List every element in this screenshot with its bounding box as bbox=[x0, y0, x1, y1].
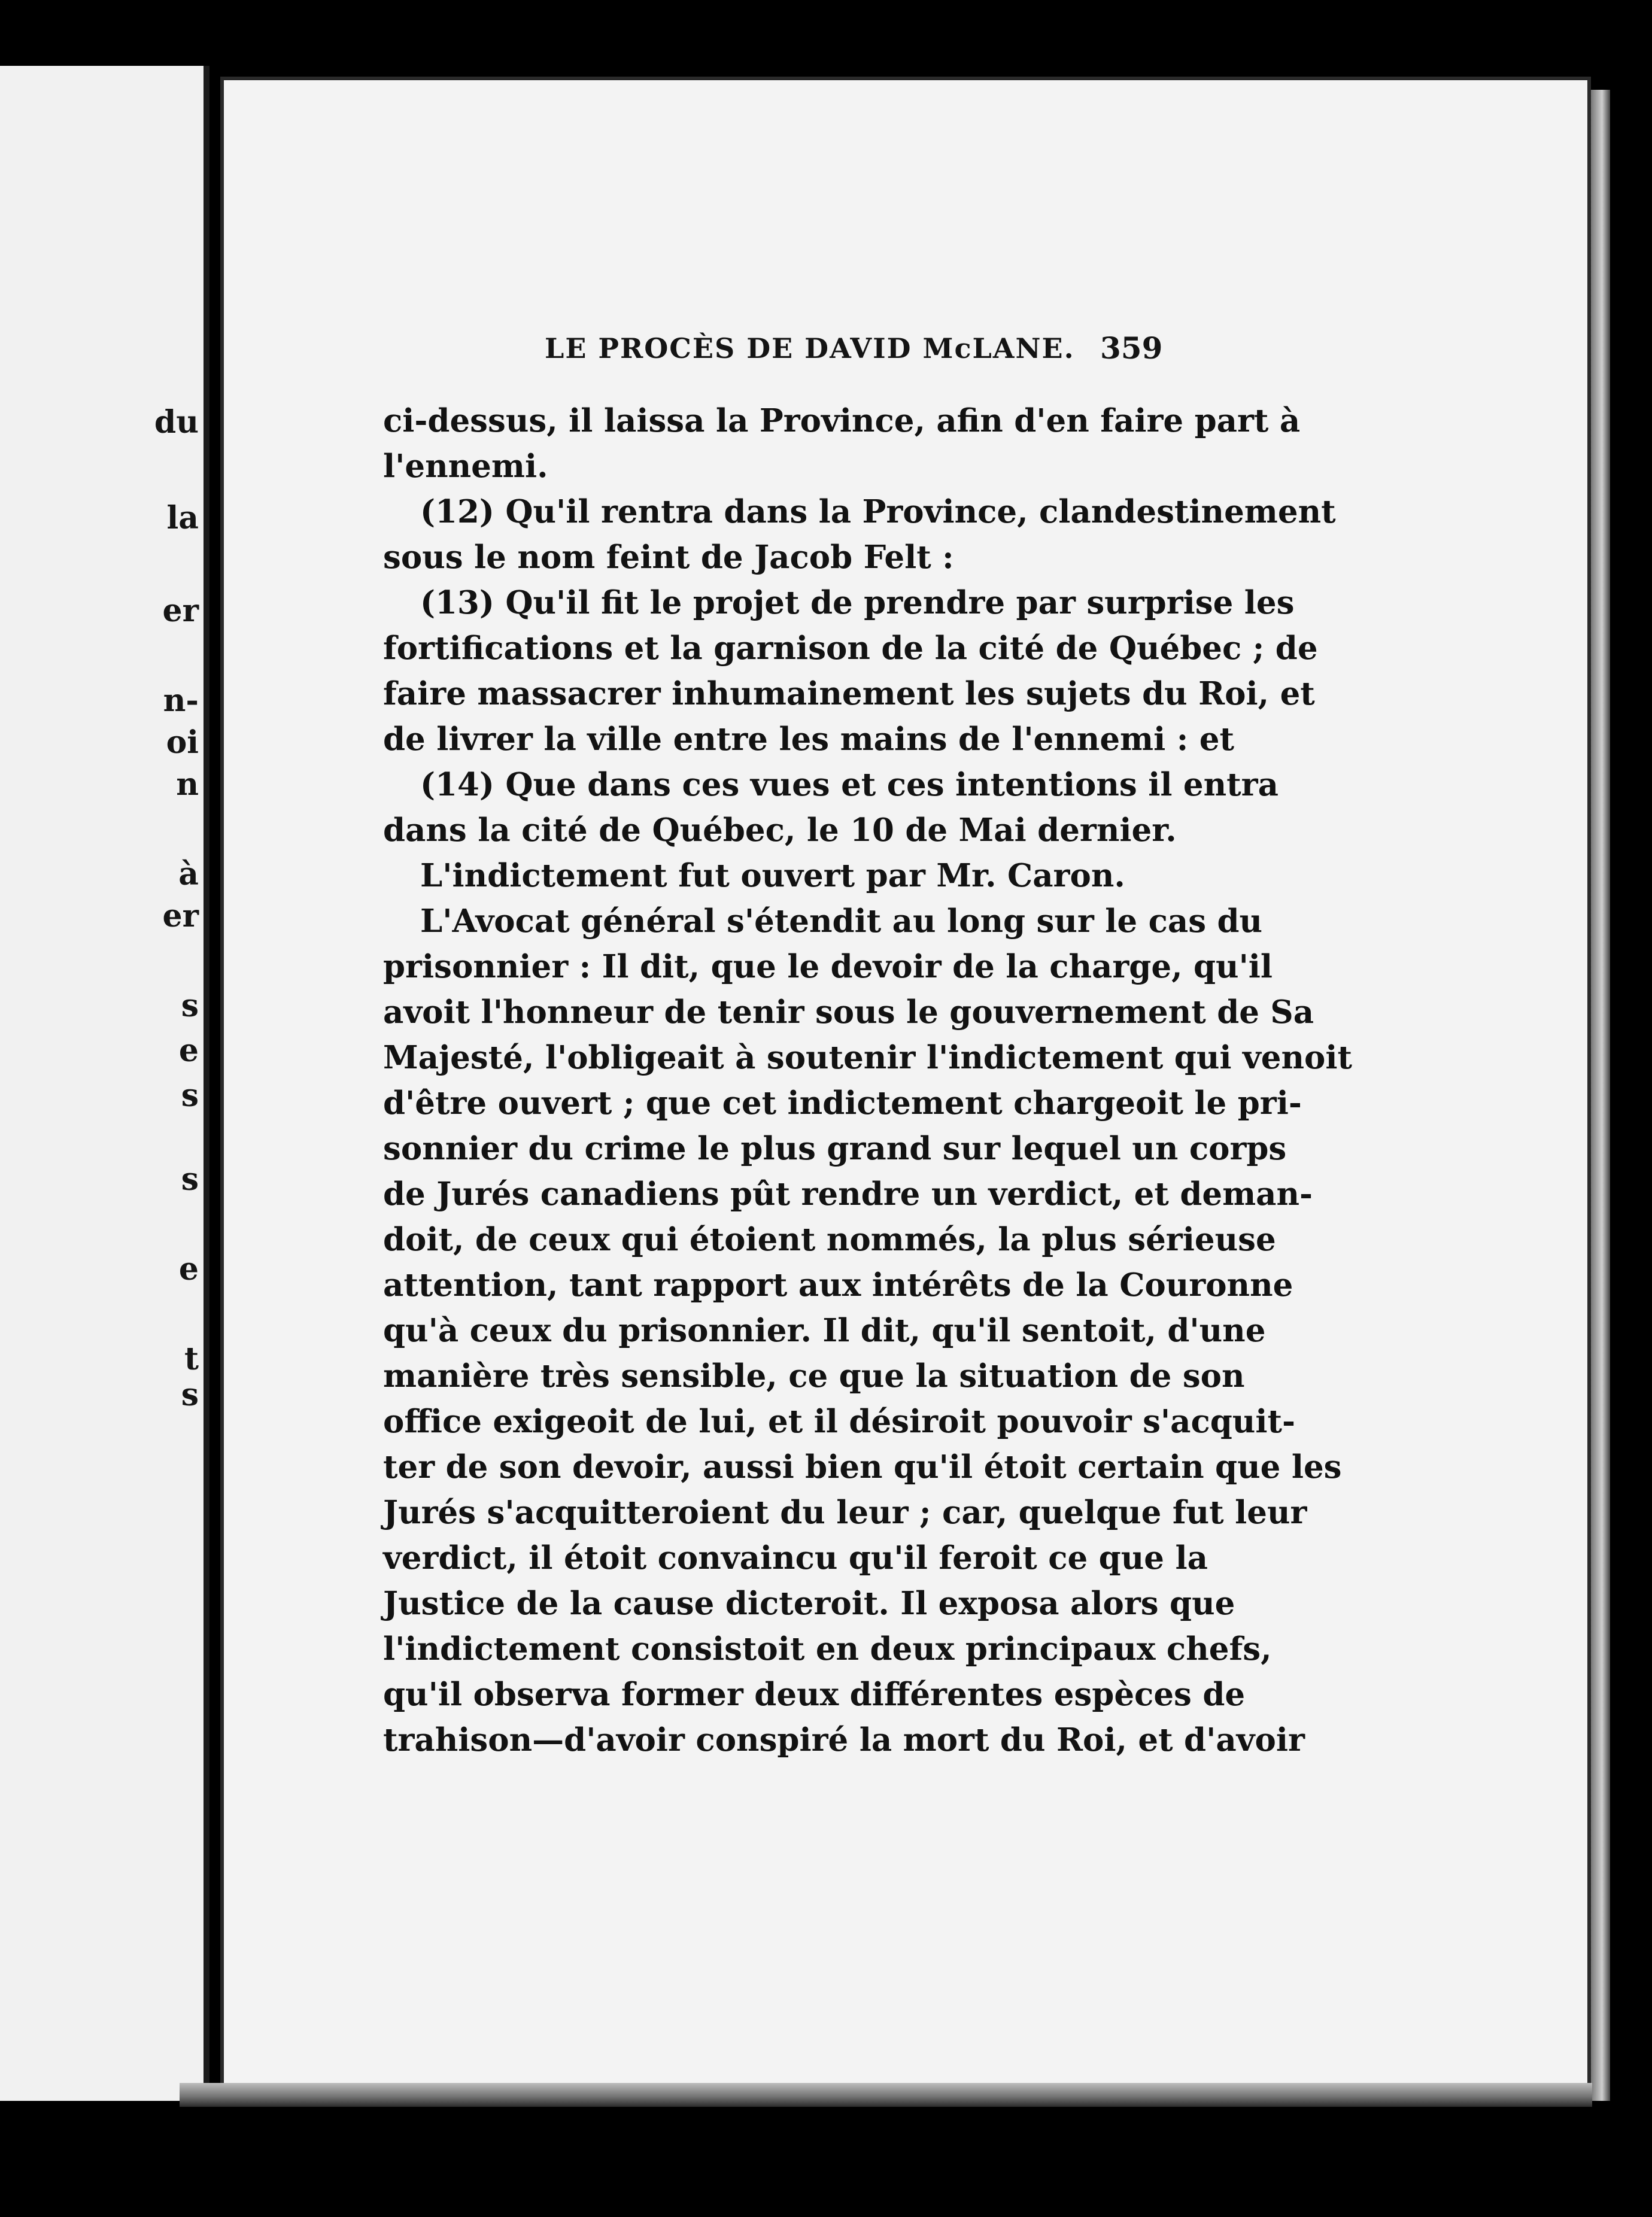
text-line: qu'à ceux du prisonnier. Il dit, qu'il sentoit, d'une bbox=[383, 1312, 1266, 1349]
left-fragment: n bbox=[176, 766, 199, 803]
text-line: dans la cité de Québec, le 10 de Mai dernier. bbox=[383, 812, 1177, 849]
left-fragment: e bbox=[178, 1251, 199, 1287]
left-fragment: du bbox=[154, 404, 199, 441]
left-page-text-fragments bbox=[0, 66, 204, 2101]
left-fragment: la bbox=[166, 500, 199, 536]
text-line: manière très sensible, ce que la situation de son bbox=[383, 1357, 1245, 1395]
text-line: l'ennemi. bbox=[383, 448, 548, 485]
text-line: attention, tant rapport aux intérêts de la Couronne bbox=[383, 1267, 1293, 1304]
left-fragment: e bbox=[178, 1032, 199, 1069]
text-line: L'indictement fut ouvert par Mr. Caron. bbox=[420, 857, 1125, 894]
text-line: de livrer la ville entre les mains de l'ennemi : et bbox=[383, 721, 1234, 758]
text-line: trahison—d'avoir conspiré la mort du Roi, et d'avoir bbox=[383, 1721, 1305, 1759]
text-line: qu'il observa former deux différentes espèces de bbox=[383, 1676, 1246, 1713]
left-fragment: t bbox=[184, 1341, 199, 1377]
text-line: Jurés s'acquitteroient du leur ; car, quelque fut leur bbox=[383, 1494, 1307, 1531]
left-fragment: s bbox=[181, 1377, 199, 1413]
text-line: Justice de la cause dicteroit. Il exposa alors que bbox=[383, 1585, 1235, 1622]
text-line: fortifications et la garnison de la cité de Québec ; de bbox=[383, 630, 1318, 667]
left-facing-page bbox=[0, 66, 209, 2101]
left-fragment: s bbox=[181, 1077, 199, 1114]
text-line: (13) Qu'il fit le projet de prendre par surprise les bbox=[420, 584, 1295, 621]
text-line: de Jurés canadiens pût rendre un verdict, et deman- bbox=[383, 1176, 1313, 1213]
left-fragment: s bbox=[181, 1161, 199, 1198]
text-line: ter de son devoir, aussi bien qu'il étoit certain que les bbox=[383, 1448, 1342, 1486]
left-fragment: er bbox=[162, 593, 199, 629]
left-fragment: er bbox=[162, 898, 199, 934]
page-bottom-edge bbox=[180, 2083, 1592, 2107]
text-line: L'Avocat général s'étendit au long sur le cas du bbox=[420, 903, 1263, 940]
text-line: (12) Qu'il rentra dans la Province, clandestinement bbox=[420, 493, 1336, 530]
page-number: 359 bbox=[1100, 330, 1163, 366]
text-line: sous le nom feint de Jacob Felt : bbox=[383, 539, 954, 576]
left-fragment: n- bbox=[163, 682, 199, 719]
text-line: Majesté, l'obligeait à soutenir l'indictement qui venoit bbox=[383, 1039, 1352, 1076]
text-line: doit, de ceux qui étoient nommés, la plus sérieuse bbox=[383, 1221, 1276, 1258]
text-line: l'indictement consistoit en deux principaux chefs, bbox=[383, 1630, 1272, 1668]
left-fragment: à bbox=[178, 856, 199, 892]
left-fragment: s bbox=[181, 988, 199, 1024]
text-line: prisonnier : Il dit, que le devoir de la charge, qu'il bbox=[383, 948, 1273, 985]
text-line: ci-dessus, il laissa la Province, afin d'en faire part à bbox=[383, 402, 1301, 439]
running-head: LE PROCÈS DE DAVID McLANE. bbox=[545, 332, 1075, 365]
text-line: sonnier du crime le plus grand sur lequel un corps bbox=[383, 1130, 1287, 1167]
text-line: avoit l'honneur de tenir sous le gouvernement de Sa bbox=[383, 994, 1314, 1031]
text-line: d'être ouvert ; que cet indictement chargeoit le pri- bbox=[383, 1085, 1302, 1122]
text-line: faire massacrer inhumainement les sujets du Roi, et bbox=[383, 675, 1315, 712]
text-line: (14) Que dans ces vues et ces intentions il entra bbox=[420, 766, 1279, 803]
left-fragment: oi bbox=[166, 724, 199, 761]
text-line: office exigeoit de lui, et il désiroit pouvoir s'acquit- bbox=[383, 1403, 1295, 1440]
text-line: verdict, il étoit convaincu qu'il feroit ce que la bbox=[383, 1539, 1208, 1577]
